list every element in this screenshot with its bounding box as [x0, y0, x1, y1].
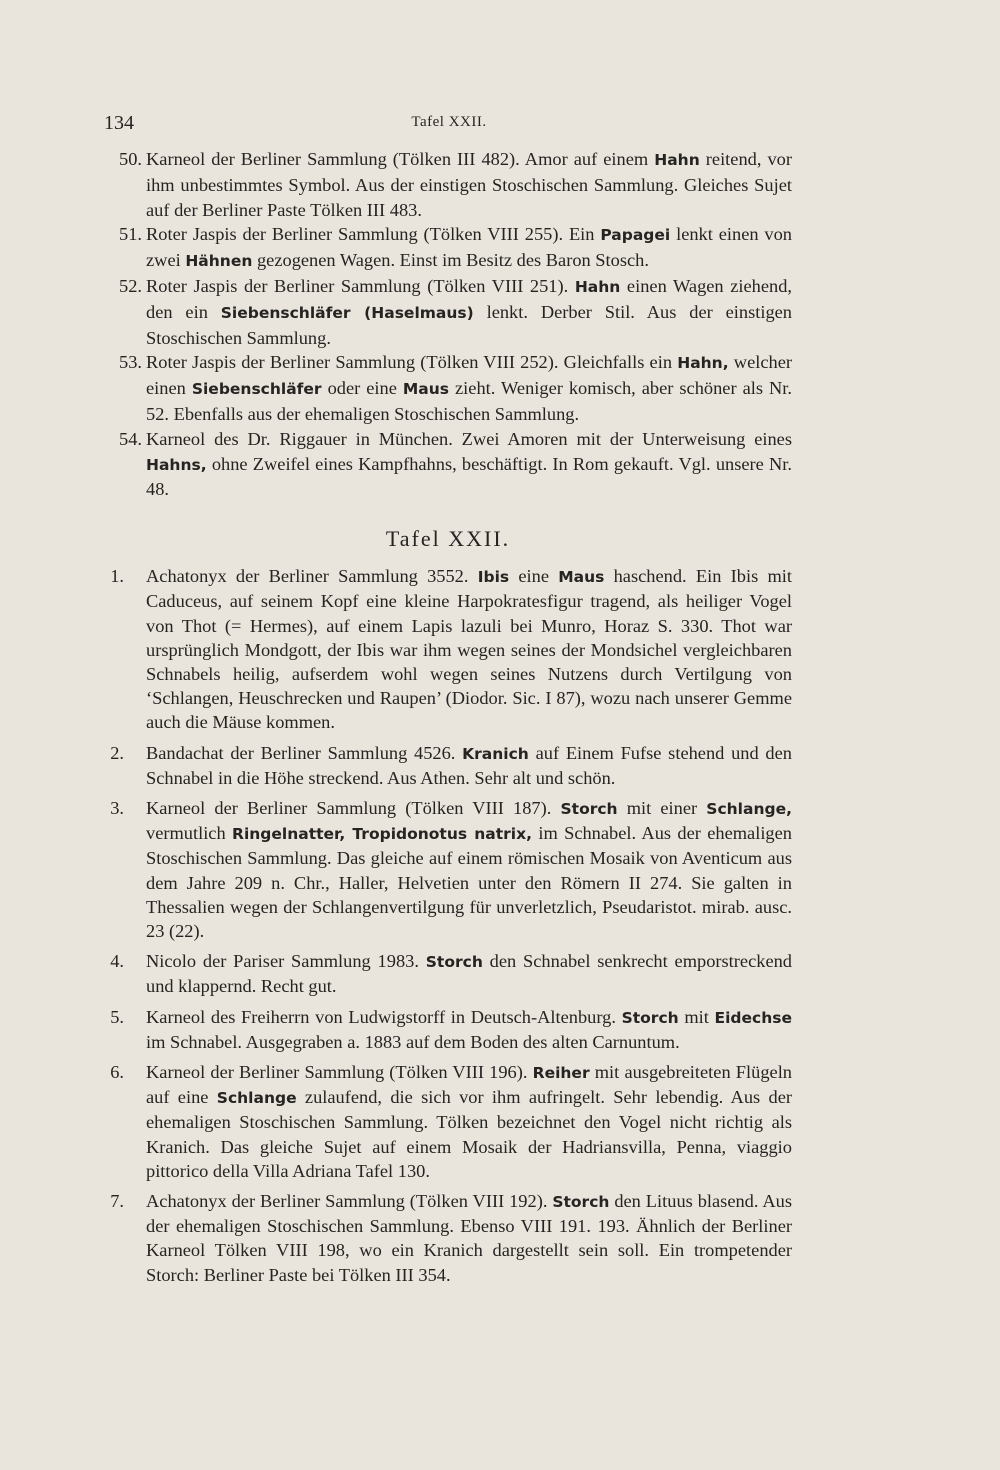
catalog-entry [104, 949, 792, 998]
entry-text: Bandachat der Berliner Sammlung 4526. [146, 742, 463, 763]
entry-text: mit ausgebreiteten Flügeln auf eine [146, 1062, 792, 1108]
entry-text: im Schnabel. Ausgegraben a. 1883 auf dem Boden des alten Carnuntum. [146, 1031, 680, 1052]
catalog-entry [104, 796, 792, 943]
entry-number: 54. [119, 428, 142, 449]
catalog-entry [104, 222, 792, 274]
page-header [104, 112, 794, 142]
entry-keyword: Ringelnatter, Tropidonotus natrix, [232, 825, 532, 844]
entry-number: 2. [110, 742, 124, 763]
entry-keyword: Schlange [216, 1089, 297, 1108]
entry-number: 53. [119, 352, 142, 373]
entry-text: im Schnabel. Aus der ehemaligen Stoschischen Sammlung. Das gleiche auf einem römischen Mosaik von Aventicum aus dem Jahre 209 n. Chr., Haller, Helvetien unter den Römern II 274. Sie galten in Thessalien wegen der Schlangenvertilgung für unverletzlich, Pseudaristot. mirab. ausc. 23 (22). [146, 823, 792, 941]
entry-keyword: Maus [558, 568, 605, 587]
entry-keyword: Schlange, [706, 799, 792, 818]
entry-text: vermutlich [146, 823, 233, 844]
entry-text: oder eine [321, 378, 403, 399]
entry-keyword: Hahns, [146, 455, 207, 474]
entry-keyword: Storch [560, 799, 618, 818]
entry-keyword: Reiher [532, 1064, 590, 1083]
entry-keyword: Hahn [574, 277, 621, 296]
entry-number: 6. [110, 1062, 124, 1083]
catalog-entry [104, 564, 792, 734]
entry-number: 5. [110, 1006, 124, 1027]
entry-number: 51. [119, 224, 142, 245]
entry-keyword: Hahn [654, 151, 700, 169]
entry-keyword: Kranich [462, 744, 529, 763]
entry-text: Nicolo der Pariser Sammlung 1983. [146, 951, 426, 972]
catalog-entry [104, 274, 792, 350]
entry-text: zieht. Weniger komisch, aber schöner als Nr. 52. Ebenfalls aus der ehemaligen Stoschischen Sammlung. [146, 378, 792, 424]
entry-text: reitend, vor ihm unbestimmtes Symbol. Aus der einstigen Stoschischen Sammlung. Gleiches Sujet auf der Berliner Paste Tölken III 483. [146, 149, 792, 220]
entry-text: ohne Zweifel eines Kampfhahns, beschäftigt. In Rom gekauft. Vgl. unsere Nr. 48. [146, 453, 792, 500]
entry-text: Achatonyx der Berliner Sammlung (Tölken VIII 192). [146, 1191, 553, 1212]
entry-text: Roter Jaspis der Berliner Sammlung (Tölken VIII 252). Gleichfalls ein [146, 352, 678, 373]
entry-keyword: Storch [621, 1008, 679, 1027]
entry-keyword: Ibis [477, 568, 510, 587]
entry-keyword: Eidechse [714, 1008, 792, 1027]
entry-number: 4. [110, 951, 124, 972]
catalog-entry [104, 1189, 792, 1287]
entry-keyword: Siebenschläfer (Haselmaus) [220, 303, 474, 322]
entry-text: auf Einem Fufse stehend und den Schnabel in die Höhe streckend. Aus Athen. Sehr alt und schön. [146, 742, 792, 788]
entry-number: 52. [119, 275, 142, 296]
entry-keyword: Papagei [600, 226, 671, 245]
page-body [104, 147, 792, 1293]
catalog-entry [104, 147, 792, 222]
entry-text: Karneol des Dr. Riggauer in München. Zwei Amoren mit der Unterweisung eines [146, 428, 792, 449]
entry-text: zulaufend, die sich vor ihm aufringelt. Sehr lebendig. Aus der ehemaligen Stoschischen Sammlung. Tölken bezeichnet den Vogel nicht richtig als Kranich. Das gleiche Sujet auf einem Mosaik der Hadriansvilla, Penna, viaggio pittorico della Villa Adriana Tafel 130. [146, 1087, 792, 1181]
entry-text: haschend. Ein Ibis mit Caduceus, auf seinem Kopf eine kleine Harpokratesfigur tragend, als heiliger Vogel von Thot (= Hermes), auf einem Lapis lazuli bei Munro, Horaz S. 330. Thot war ursprünglich Mondgott, der Ibis war ihm wegen seines der Mondsichel vergleichbaren Schnabels heilig, aufserdem wohl wegen seines Nutzens durch Vertilgung von ‘Schlangen, Heuschrecken und Raupen’ (Diodor. Sic. I 87), wozu nach unserer Gemme auch die Mäuse kommen. [146, 566, 792, 733]
entry-text: Karneol der Berliner Sammlung (Tölken III 482). Amor auf einem [146, 149, 655, 169]
entry-keyword: Maus [402, 380, 450, 399]
running-title: Tafel XXII. [411, 114, 487, 130]
entry-keyword: Storch [552, 1193, 610, 1212]
entry-text: welcher einen [146, 352, 793, 399]
entry-keyword: Storch [425, 953, 483, 972]
entry-keyword: Hahn, [677, 354, 729, 373]
catalog-entry [104, 1005, 792, 1054]
entry-text: lenkt einen von zwei [146, 224, 792, 271]
entry-text: einen Wagen ziehend, den ein [146, 275, 792, 322]
entry-text: Karneol des Freiherrn von Ludwigstorff in Deutsch-Altenburg. [146, 1006, 622, 1027]
entry-number: 50. [119, 149, 142, 169]
entry-text: Karneol der Berliner Sammlung (Tölken VIII 187). [146, 797, 561, 818]
catalog-entries-plate [104, 564, 792, 1287]
entry-text: Roter Jaspis der Berliner Sammlung (Tölken VIII 255). Ein [146, 224, 601, 245]
catalog-entry [104, 1060, 792, 1183]
catalog-entry [104, 427, 792, 502]
entry-text: Karneol der Berliner Sammlung (Tölken VIII 196). [146, 1062, 533, 1083]
entry-text: den Lituus blasend. Aus der ehemaligen Stoschischen Sammlung. Ebenso VIII 191. 193. Ähnlich der Berliner Karneol Tölken VIII 198, wo ein Kranich dargestellt sein soll. Ein trompetender Storch: Berliner Paste bei Tölken III 354. [146, 1191, 792, 1285]
catalog-entry [104, 350, 792, 426]
entry-text: eine [509, 566, 559, 587]
page-number: 134 [104, 112, 134, 134]
entry-text: den Schnabel senkrecht emporstreckend und klappernd. Recht gut. [146, 951, 792, 997]
entry-text: gezogenen Wagen. Einst im Besitz des Baron Stosch. [252, 250, 649, 271]
entry-keyword: Siebenschläfer [191, 380, 322, 399]
entry-number: 7. [110, 1191, 124, 1212]
entry-text: lenkt. Derber Stil. Aus der einstigen Stoschischen Sammlung. [146, 301, 793, 348]
entry-number: 3. [110, 797, 124, 818]
entry-text: mit [678, 1006, 715, 1027]
section-heading: Tafel XXII. [385, 526, 511, 552]
catalog-entries-continued [104, 147, 792, 502]
entry-keyword: Hähnen [185, 252, 253, 271]
entry-text: Achatonyx der Berliner Sammlung 3552. [146, 566, 478, 587]
catalog-entry [104, 741, 792, 790]
entry-number: 1. [110, 566, 124, 587]
entry-text: mit einer [617, 797, 707, 818]
entry-text: Roter Jaspis der Berliner Sammlung (Tölken VIII 251). [146, 275, 575, 296]
